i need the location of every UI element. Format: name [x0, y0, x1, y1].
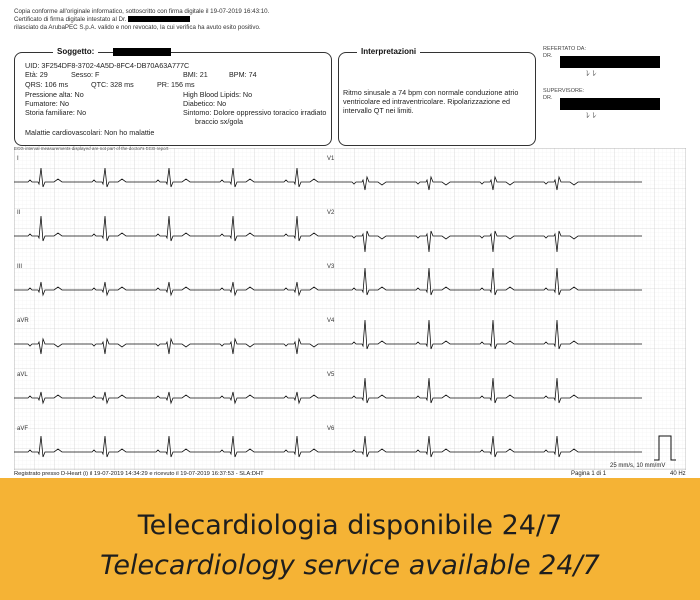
lead-label-v1: V1 — [327, 156, 335, 162]
interpretation-box — [338, 47, 536, 146]
subject-high-pressure: Pressione alta: No — [25, 90, 84, 99]
referring-signature: ﾚ ﾚ — [586, 69, 597, 78]
subject-bpm: BPM: 74 — [229, 70, 257, 79]
certificate-line-2 — [14, 16, 190, 23]
ecg-grid — [14, 148, 686, 470]
subject-smoker: Fumatore: No — [25, 99, 69, 108]
interpretation-line-1: Ritmo sinusale a 74 bpm con normale conduzione atrio — [343, 88, 519, 97]
lead-label-i: I — [17, 156, 19, 162]
subject-title: Soggetto: — [53, 47, 98, 56]
subject-cardio-diseases: Malattie cardiovascolari: Non ho malattie — [25, 128, 155, 137]
lead-label-avr: aVR — [17, 318, 29, 324]
supervisor-signature: ﾚ ﾚ — [586, 111, 597, 120]
subject-pr: PR: 156 ms — [157, 80, 195, 89]
lead-label-iii: III — [17, 264, 23, 270]
redacted-subject-name — [113, 48, 171, 56]
referred-by-label: REFERTATO DA: — [543, 46, 586, 52]
supervisor-label: SUPERVISORE: — [543, 88, 585, 94]
certificate-line-2-text: Certificato di firma digitale intestato al Dr. — [14, 16, 127, 23]
subject-qrs: QRS: 106 ms — [25, 80, 69, 89]
subject-symptom: Sintomo: Dolore oppressivo toracico irradiato — [183, 108, 327, 117]
footer-registered: Registrato presso D-Heart (i) il 19-07-2019 14:34:29 e ricevuto il 19-07-2019 16:37:53 - SLA:DHT — [14, 471, 264, 477]
supervisor-dr: DR. — [543, 95, 553, 101]
subject-symptom-cont: braccio sx/gola — [195, 117, 243, 126]
subject-bmi: BMI: 21 — [183, 70, 208, 79]
footer-speed: 25 mm/s, 10 mm/mV — [610, 463, 666, 469]
banner-line-english: Telecardiology service available 24/7 — [100, 550, 600, 581]
telecardiology-banner — [0, 478, 700, 600]
referred-by-dr: DR. — [543, 53, 553, 59]
banner-line-italian: Telecardiologia disponibile 24/7 — [137, 510, 563, 541]
interpretation-line-3: intervallo QT nei limiti. — [343, 106, 414, 115]
subject-diabetic: Diabetico: No — [183, 99, 227, 108]
certificate-line-3: rilasciato da ArubaPEC S.p.A. valido e non revocato, la cui verifica ha avuto esito positivo. — [14, 24, 261, 31]
subject-box — [14, 47, 332, 146]
interpretation-line-2: ventricolare ed intraventricolare. Ripolarizzazione ed — [343, 97, 510, 106]
subject-sex: Sesso: F — [71, 70, 100, 79]
footer-page: Pagina 1 di 1 — [571, 471, 607, 477]
redacted-supervisor — [560, 98, 660, 110]
subject-blood-lipids: High Blood Lipids: No — [183, 90, 253, 99]
lead-label-v3: V3 — [327, 264, 335, 270]
subject-family-history: Storia familiare: No — [25, 108, 87, 117]
lead-label-v5: V5 — [327, 372, 335, 378]
interpretation-title: Interpretazioni — [357, 47, 420, 56]
lead-label-v4: V4 — [327, 318, 335, 324]
subject-qtc: QTC: 328 ms — [91, 80, 134, 89]
redacted-referring-doctor — [560, 56, 660, 68]
lead-label-avl: aVL — [17, 372, 28, 378]
lead-label-ii: II — [17, 210, 21, 216]
certificate-line-1: Copia conforme all'originale informatico, sottoscritto con firma digitale il 19-07-2019 16:43:10. — [14, 8, 270, 15]
footer-frequency: 40 Hz — [670, 471, 686, 477]
lead-label-avf: aVF — [17, 426, 29, 432]
lead-label-v6: V6 — [327, 426, 335, 432]
lead-label-v2: V2 — [327, 210, 335, 216]
redacted-doctor-name — [128, 16, 190, 22]
subject-uid: UID: 3F254DF8-3702-4A5D-8FC4-DB70A63A777C — [25, 61, 190, 70]
subject-age: Età: 29 — [25, 70, 48, 79]
